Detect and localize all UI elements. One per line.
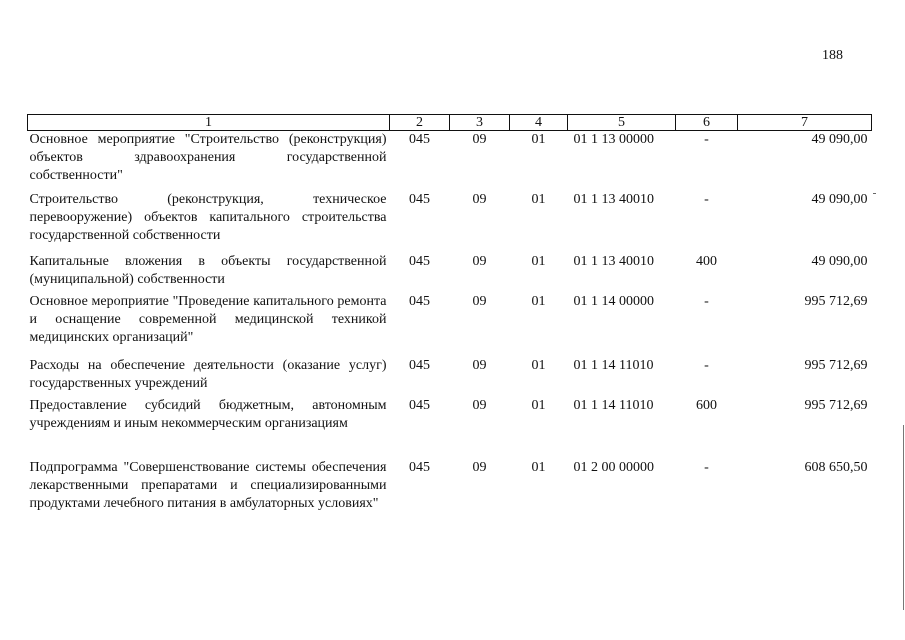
row-ved: 045 bbox=[409, 398, 430, 413]
header-cell: 7 bbox=[738, 115, 872, 131]
table-row bbox=[28, 357, 872, 397]
table-row bbox=[28, 397, 872, 459]
row-csr: 01 1 13 40010 bbox=[573, 254, 654, 269]
row-csr: 01 1 13 00000 bbox=[573, 132, 654, 147]
table-row bbox=[28, 293, 872, 357]
scan-artifact-edge-line bbox=[903, 425, 904, 610]
row-vr: - bbox=[704, 294, 709, 309]
row-ved: 045 bbox=[409, 192, 430, 207]
row-sum: 608 650,50 bbox=[804, 460, 868, 475]
row-pr: 01 bbox=[531, 460, 546, 475]
row-rz: 09 bbox=[472, 294, 487, 309]
row-name: Расходы на обеспечение деятельности (оказание услуг) государственных учреждений bbox=[29, 358, 387, 391]
row-csr: 01 1 13 40010 bbox=[573, 192, 654, 207]
row-vr: 600 bbox=[696, 398, 717, 413]
row-name: Капитальные вложения в объекты государственной (муниципальной) собственности bbox=[29, 254, 387, 287]
row-sum: 49 090,00 bbox=[811, 254, 868, 269]
scan-artifact-dot bbox=[873, 193, 876, 194]
header-row bbox=[28, 115, 872, 131]
row-sum: 49 090,00 bbox=[811, 132, 868, 147]
row-sum: 995 712,69 bbox=[804, 358, 868, 373]
row-csr: 01 2 00 00000 bbox=[573, 460, 654, 475]
header-cell: 3 bbox=[450, 115, 510, 131]
row-csr: 01 1 14 00000 bbox=[573, 294, 654, 309]
row-pr: 01 bbox=[531, 398, 546, 413]
row-rz: 09 bbox=[472, 460, 487, 475]
row-csr: 01 1 14 11010 bbox=[573, 398, 654, 413]
row-ved: 045 bbox=[409, 132, 430, 147]
row-ved: 045 bbox=[409, 460, 430, 475]
row-rz: 09 bbox=[472, 132, 487, 147]
header-cell: 4 bbox=[510, 115, 568, 131]
row-sum: 49 090,00 bbox=[811, 192, 868, 207]
row-pr: 01 bbox=[531, 192, 546, 207]
row-name: Основное мероприятие "Проведение капитального ремонта и оснащение современной медицинской техникой медицинских организаций" bbox=[29, 294, 387, 345]
row-vr: - bbox=[704, 460, 709, 475]
row-ved: 045 bbox=[409, 358, 430, 373]
header-cell: 5 bbox=[568, 115, 676, 131]
row-vr: - bbox=[704, 358, 709, 373]
header-cell: 1 bbox=[28, 115, 390, 131]
table-row bbox=[28, 131, 872, 192]
header-cell: 2 bbox=[390, 115, 450, 131]
row-name: Предоставление субсидий бюджетным, автономным учреждениям и иным некоммерческим организациям bbox=[29, 398, 387, 431]
header-cell: 6 bbox=[676, 115, 738, 131]
budget-table bbox=[27, 114, 872, 539]
row-vr: 400 bbox=[696, 254, 717, 269]
table-row bbox=[28, 191, 872, 253]
row-name: Строительство (реконструкция, техническое перевооружение) объектов капитального строительства государственной собственности bbox=[29, 192, 387, 243]
row-name: Основное мероприятие "Строительство (реконструкция) объектов здравоохранения государственной собственности" bbox=[29, 132, 387, 183]
table-row bbox=[28, 253, 872, 293]
table-row bbox=[28, 459, 872, 539]
row-pr: 01 bbox=[531, 358, 546, 373]
row-ved: 045 bbox=[409, 254, 430, 269]
row-pr: 01 bbox=[531, 254, 546, 269]
page-number: 188 bbox=[822, 48, 843, 63]
row-vr: - bbox=[704, 132, 709, 147]
row-rz: 09 bbox=[472, 398, 487, 413]
row-rz: 09 bbox=[472, 358, 487, 373]
row-name: Подпрограмма "Совершенствование системы обеспечения лекарственными препаратами и специализированными продуктами лечебного питания в амбулаторных условиях" bbox=[29, 460, 387, 511]
row-vr: - bbox=[704, 192, 709, 207]
row-csr: 01 1 14 11010 bbox=[573, 358, 654, 373]
row-sum: 995 712,69 bbox=[804, 294, 868, 309]
row-sum: 995 712,69 bbox=[804, 398, 868, 413]
row-pr: 01 bbox=[531, 132, 546, 147]
row-rz: 09 bbox=[472, 192, 487, 207]
row-pr: 01 bbox=[531, 294, 546, 309]
row-rz: 09 bbox=[472, 254, 487, 269]
row-ved: 045 bbox=[409, 294, 430, 309]
